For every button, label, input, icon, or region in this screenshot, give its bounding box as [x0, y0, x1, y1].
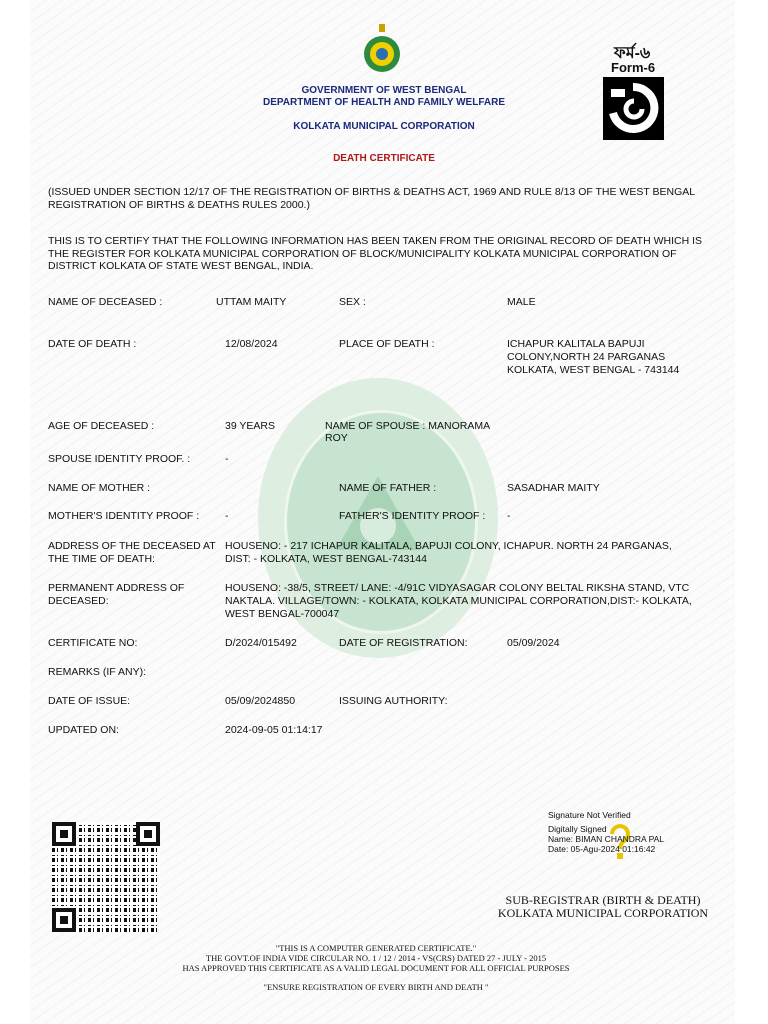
issued-under-text: (ISSUED UNDER SECTION 12/17 OF THE REGISTRATION OF BIRTHS & DEATHS ACT, 1969 AND RULE 8/13 OF THE WEST BENGAL REGISTRATION OF BIRTHS & DEATHS RULES 2000.)	[48, 186, 695, 211]
form-number-bengali: ফর্ম-৬	[614, 45, 651, 62]
permanent-address-label-2: DECEASED:	[48, 595, 109, 607]
signature-line-1: Digitally Signed	[548, 824, 607, 834]
permanent-address-value-2: NAKTALA. VILLAGE/TOWN: - KOLKATA, KOLKATA MUNICIPAL CORPORATION,DIST:- KOLKATA,	[225, 595, 692, 607]
footer-line-4: "ENSURE REGISTRATION OF EVERY BIRTH AND DEATH "	[263, 982, 489, 992]
sub-registrar-corporation: KOLKATA MUNICIPAL CORPORATION	[497, 906, 709, 920]
footer-line-2: THE GOVT.OF INDIA VIDE CIRCULAR NO. 1 / 12 / 2014 - VS(CRS) DATED 27 - JULY - 2015	[205, 953, 547, 963]
certify-text: THIS IS TO CERTIFY THAT THE FOLLOWING INFORMATION HAS BEEN TAKEN FROM THE ORIGINAL RECORD OF DEATH WHICH IS THE REGISTER FOR KOLKATA MUNICIPAL CORPORATION OF BLOCK/MUNICIPALITY KOLKATA MUNICIPAL CORPORATION OF DISTRICT KOLKATA OF STATE WEST BENGAL, INDIA.	[48, 235, 702, 272]
certificate-no-value: D/2024/015492	[225, 637, 297, 649]
permanent-address-value-3: WEST BENGAL-700047	[225, 608, 340, 620]
permanent-address-value-1: HOUSENO: -38/5, STREET/ LANE: -4/91C VIDYASAGAR COLONY BELTAL RIKSHA STAND, VTC	[225, 582, 690, 594]
registration-date-value: 05/09/2024	[507, 637, 560, 649]
mother-proof-label: MOTHER'S IDENTITY PROOF :	[48, 510, 200, 522]
qr-finder-bottom-left	[52, 908, 76, 932]
permanent-address-label-1: PERMANENT ADDRESS OF	[48, 582, 185, 594]
father-name-value: SASADHAR MAITY	[507, 482, 600, 494]
spouse-name-line-2: ROY	[325, 432, 348, 444]
spouse-name-line-1: NAME OF SPOUSE : MANORAMA	[325, 420, 491, 432]
footer-line-1: "THIS IS A COMPUTER GENERATED CERTIFICATE."	[275, 943, 477, 953]
registration-date-label: DATE OF REGISTRATION:	[339, 637, 468, 649]
place-of-death-value-1: ICHAPUR KALITALA BAPUJI	[507, 338, 645, 350]
signature-date: Date: 05-Agu-2024 01:16:42	[548, 844, 656, 854]
address-label-2: THE TIME OF DEATH:	[48, 553, 155, 565]
address-value-1: HOUSENO: - 217 ICHAPUR KALITALA, BAPUJI COLONY, ICHAPUR. NORTH 24 PARGANAS,	[225, 540, 672, 552]
document-title: DEATH CERTIFICATE	[333, 153, 435, 164]
sub-registrar-title: SUB-REGISTRAR (BIRTH & DEATH)	[505, 893, 701, 907]
government-title: GOVERNMENT OF WEST BENGAL	[301, 85, 467, 96]
father-proof-label: FATHER'S IDENTITY PROOF :	[339, 510, 486, 522]
qr-finder-top-right	[136, 822, 160, 846]
age-value: 39 YEARS	[225, 420, 276, 432]
name-of-deceased-value: UTTAM MAITY	[216, 296, 287, 308]
date-of-issue-label: DATE OF ISSUE:	[48, 695, 131, 707]
place-of-death-label: PLACE OF DEATH :	[339, 338, 435, 350]
address-label-1: ADDRESS OF THE DECEASED AT	[48, 540, 216, 552]
age-label: AGE OF DECEASED :	[48, 420, 155, 432]
signature-status: Signature Not Verified	[548, 810, 631, 820]
date-of-death-value: 12/08/2024	[225, 338, 278, 350]
spouse-proof-value: -	[225, 453, 229, 465]
updated-on-label: UPDATED ON:	[48, 724, 119, 736]
address-value-2: DIST: - KOLKATA, WEST BENGAL-743144	[225, 553, 427, 565]
signature-name: Name: BIMAN CHANDRA PAL	[548, 834, 665, 844]
mother-name-label: NAME OF MOTHER :	[48, 482, 151, 494]
place-of-death-value-3: KOLKATA, WEST BENGAL - 743144	[507, 364, 680, 376]
footer-line-3: HAS APPROVED THIS CERTIFICATE AS A VALID LEGAL DOCUMENT FOR ALL OFFICIAL PURPOSES	[182, 963, 570, 973]
issuing-authority-label: ISSUING AUTHORITY:	[339, 695, 448, 707]
date-of-issue-value: 05/09/2024850	[225, 695, 296, 707]
qr-finder-top-left	[52, 822, 76, 846]
kmc-emblem-icon	[362, 24, 402, 76]
spouse-proof-label: SPOUSE IDENTITY PROOF. :	[48, 453, 191, 465]
place-of-death-value-2: COLONY,NORTH 24 PARGANAS	[507, 351, 666, 363]
father-name-label: NAME OF FATHER :	[339, 482, 437, 494]
sex-label: SEX :	[339, 296, 366, 308]
department-title: DEPARTMENT OF HEALTH AND FAMILY WELFARE	[262, 97, 506, 108]
certificate-no-label: CERTIFICATE NO:	[48, 637, 138, 649]
date-of-death-label: DATE OF DEATH :	[48, 338, 137, 350]
updated-on-value: 2024-09-05 01:14:17	[225, 724, 323, 736]
mother-proof-value: -	[225, 510, 229, 522]
father-proof-value: -	[507, 510, 511, 522]
sex-value: MALE	[507, 296, 536, 308]
corporation-title: KOLKATA MUNICIPAL CORPORATION	[293, 121, 475, 132]
remarks-label: REMARKS (IF ANY):	[48, 666, 147, 678]
name-of-deceased-label: NAME OF DECEASED :	[48, 296, 163, 308]
form-number: Form-6	[611, 60, 656, 75]
